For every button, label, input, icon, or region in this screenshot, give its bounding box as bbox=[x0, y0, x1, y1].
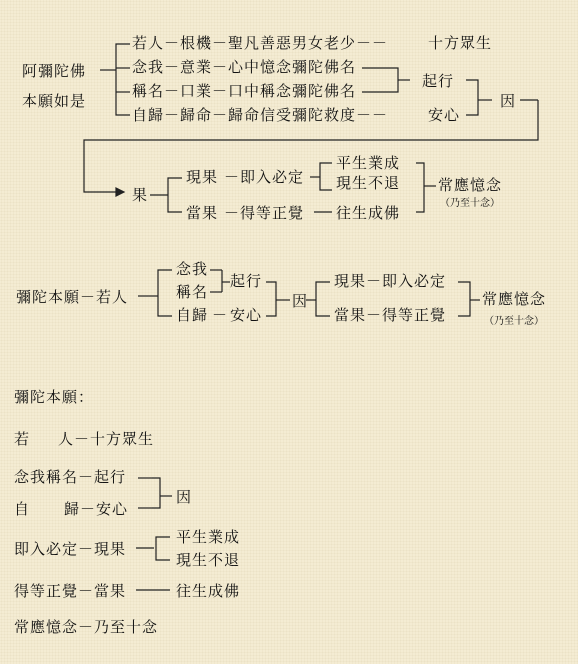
d3-wangsheng: 往生成佛 bbox=[176, 582, 241, 600]
d3-pingsheng: 平生業成 bbox=[176, 528, 241, 546]
d2-yin: 因 bbox=[292, 292, 309, 310]
d1-dedeng: 得等正覺 bbox=[240, 204, 305, 222]
d2-xianguo-line: 現果－即入必定 bbox=[334, 272, 447, 290]
d2-changying: 常應憶念 bbox=[482, 290, 547, 308]
d3-ruo: 若 bbox=[14, 430, 31, 448]
d1-row-nianwo: 念我－意業－心中憶念彌陀佛名 bbox=[132, 58, 357, 76]
d2-root: 彌陀本願－若人 bbox=[16, 288, 129, 306]
d1-jiru: 即入必定 bbox=[240, 168, 305, 186]
d1-wangsheng: 往生成佛 bbox=[336, 204, 401, 222]
d1-row-zigui-end: 安心 bbox=[428, 106, 461, 124]
d3-changying-line: 常應憶念－乃至十念 bbox=[14, 618, 159, 636]
d1-xiansheng: 現生不退 bbox=[336, 174, 401, 192]
d2-nianwo: 念我 bbox=[176, 260, 209, 278]
d3-zi: 自 bbox=[14, 500, 31, 518]
d2-qixing: 起行 bbox=[230, 272, 263, 290]
d3-gui-line: 歸－安心 bbox=[64, 500, 129, 518]
d2-chengming: 稱名 bbox=[176, 283, 209, 301]
d1-dash2: － bbox=[224, 204, 241, 222]
d1-row-chengming: 稱名－口業－口中稱念彌陀佛名 bbox=[132, 82, 357, 100]
d3-xiansheng: 現生不退 bbox=[176, 551, 241, 569]
d1-root-line2: 本願如是 bbox=[22, 92, 87, 110]
d3-dedeng-line: 得等正覺－當果 bbox=[14, 582, 127, 600]
d3-heading: 彌陀本願： bbox=[14, 388, 95, 406]
d2-anxin: 安心 bbox=[230, 306, 263, 324]
d1-xianguo: 現果 bbox=[186, 168, 219, 186]
d2-dangguo-line: 當果－得等正覺 bbox=[334, 306, 447, 324]
d1-dangguo: 當果 bbox=[186, 204, 219, 222]
d3-jiru-line: 即入必定－現果 bbox=[14, 540, 127, 558]
d2-zigui: 自歸 bbox=[176, 306, 209, 324]
d1-row-zigui: 自歸－歸命－歸命信受彌陀救度－－ bbox=[132, 106, 389, 124]
d3-yin: 因 bbox=[176, 488, 193, 506]
d1-changying: 常應憶念 bbox=[438, 176, 503, 194]
d2-dash: － bbox=[212, 306, 229, 324]
d1-guo: 果 bbox=[132, 186, 149, 204]
d3-ren-line: 人－十方眾生 bbox=[58, 430, 155, 448]
d1-naizhi: （乃至十念） bbox=[440, 198, 500, 209]
d3-nianwo-line: 念我稱名－起行 bbox=[14, 468, 127, 486]
d1-qixing: 起行 bbox=[422, 72, 455, 90]
d1-pingsheng: 平生業成 bbox=[336, 154, 401, 172]
d1-dash: － bbox=[224, 168, 241, 186]
d2-naizhi: （乃至十念） bbox=[484, 316, 544, 327]
d1-root-line1: 阿彌陀佛 bbox=[22, 62, 87, 80]
d1-row-ruoren-end: 十方眾生 bbox=[428, 34, 493, 52]
d1-row-ruoren: 若人－根機－聖凡善惡男女老少－－ bbox=[132, 34, 389, 52]
d1-yin: 因 bbox=[500, 92, 517, 110]
